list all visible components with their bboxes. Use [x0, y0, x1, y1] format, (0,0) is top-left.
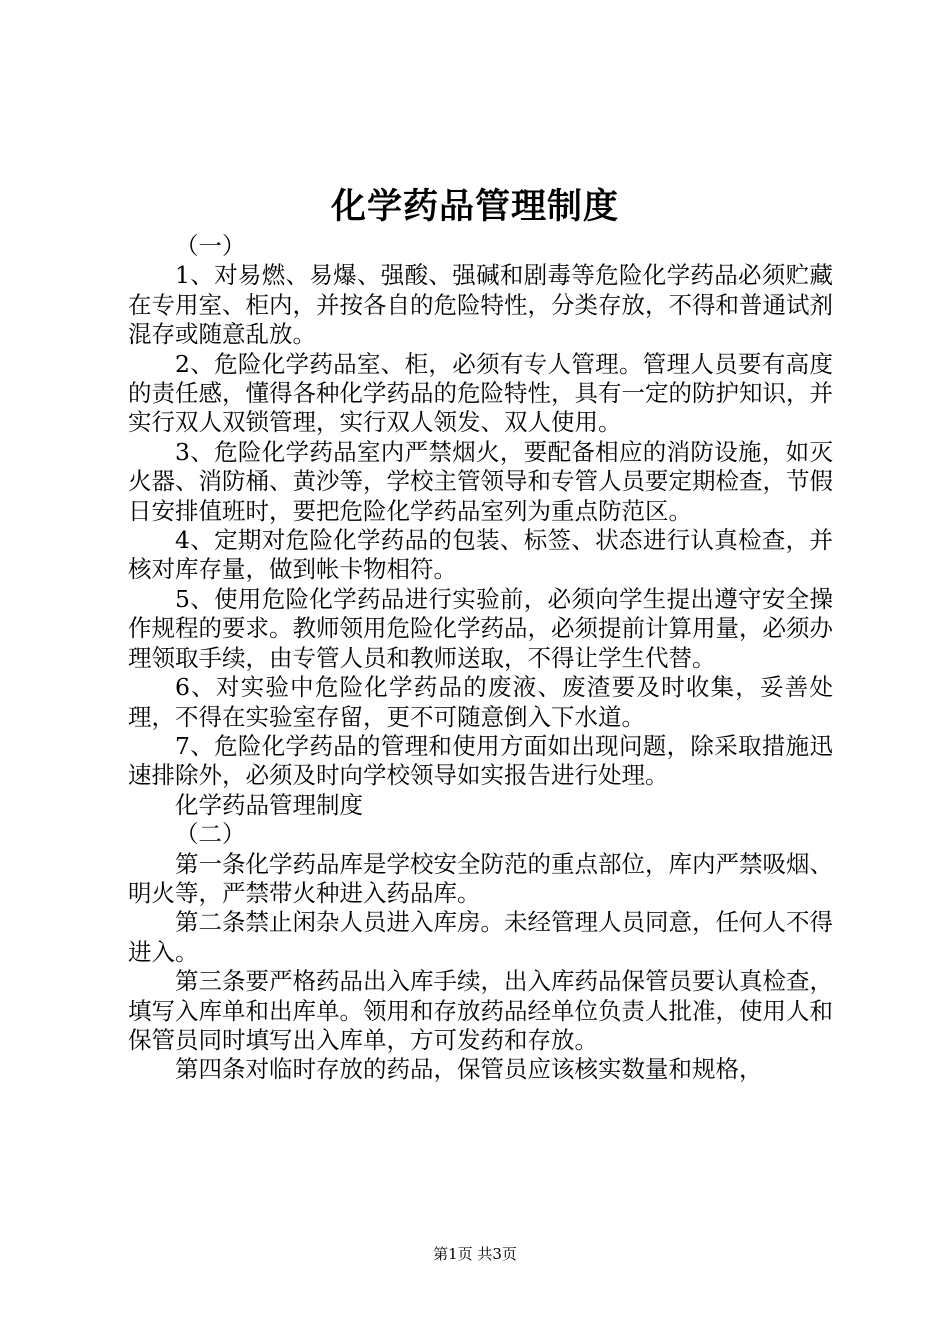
rule-paragraph: 4、定期对危险化学药品的包装、标签、状态进行认真检查，并核对库存量，做到帐卡物相符。: [128, 526, 833, 584]
rule-paragraph: 1、对易燃、易爆、强酸、强碱和剧毒等危险化学药品必须贮藏在专用室、柜内，并按各自的危险特性，分类存放，不得和普通试剂混存或随意乱放。: [128, 261, 833, 349]
document-body: [128, 232, 833, 1085]
subtitle-paragraph: 化学药品管理制度: [175, 790, 363, 819]
page-number-footer: 第1页 共3页: [433, 1245, 517, 1263]
article-paragraph: 第三条要严格药品出入库手续，出入库药品保管员要认真检查，填写入库单和出库单。领用和存放药品经单位负责人批准，使用人和保管员同时填写出入库单，方可发药和存放。: [128, 967, 833, 1054]
rule-paragraph: 5、使用危险化学药品进行实验前，必须向学生提出遵守安全操作规程的要求。教师领用危险化学药品，必须提前计算用量，必须办理领取手续，由专管人员和教师送取，不得让学生代替。: [128, 584, 833, 672]
article-paragraph: 第二条禁止闲杂人员进入库房。未经管理人员同意，任何人不得进入。: [128, 908, 833, 966]
rule-paragraph: 2、危险化学药品室、柜，必须有专人管理。管理人员要有高度的责任感，懂得各种化学药品的危险特性，具有一定的防护知识，并实行双人双锁管理，实行双人领发、双人使用。: [128, 349, 833, 437]
rule-paragraph: 3、危险化学药品室内严禁烟火，要配备相应的消防设施，如灭火器、消防桶、黄沙等，学校主管领导和专管人员要定期检查，节假日安排值班时，要把危险化学药品室列为重点防范区。: [128, 437, 833, 525]
rule-paragraph: 7、危险化学药品的管理和使用方面如出现问题，除采取措施迅速排除外，必须及时向学校领导如实报告进行处理。: [128, 731, 833, 790]
article-paragraph: 第一条化学药品库是学校安全防范的重点部位，库内严禁吸烟、明火等，严禁带火种进入药品库。: [128, 849, 833, 907]
section-heading-2: （二）: [175, 820, 246, 849]
document-title: 化学药品管理制度: [330, 186, 619, 227]
section-heading-1: （一）: [175, 232, 246, 260]
rule-paragraph: 6、对实验中危险化学药品的废液、废渣要及时收集，妥善处理，不得在实验室存留，更不可随意倒入下水道。: [128, 673, 833, 731]
article-paragraph: 第四条对临时存放的药品，保管员应该核实数量和规格，: [175, 1055, 763, 1084]
